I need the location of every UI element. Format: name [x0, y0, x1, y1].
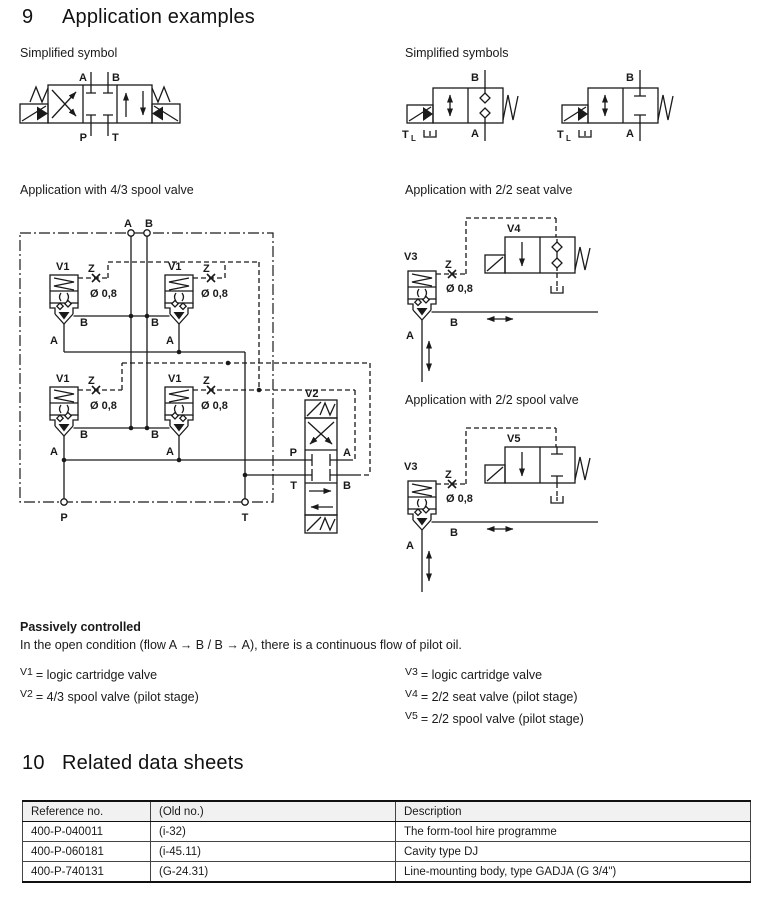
legend-valve-desc: = logic cartridge valve: [420, 668, 543, 682]
section-title: Related data sheets: [62, 752, 244, 774]
port-label-a: A: [471, 128, 479, 140]
simplified-2-2-symbols: [402, 70, 673, 143]
port-label-a: A: [343, 447, 351, 459]
port-label-t-sub: L: [411, 134, 416, 143]
orifice-label: Ø 0,8: [201, 288, 228, 300]
legend-item: [20, 668, 199, 690]
port-label-b: B: [151, 317, 159, 329]
application-2-2-seat-diagram: [404, 218, 598, 382]
valve-label-v3: V3: [404, 251, 418, 263]
port-label-b: B: [626, 72, 634, 84]
legend-left-column: [20, 668, 199, 712]
port-label-a: A: [124, 218, 132, 230]
legend-valve-desc: = 2/2 spool valve (pilot stage): [420, 712, 584, 726]
orifice-label: Ø 0,8: [446, 493, 473, 505]
port-label-t-sub: L: [566, 134, 571, 143]
col-header-reference: Reference no.: [23, 801, 151, 822]
section-heading-application: [22, 6, 255, 29]
port-label-z: Z: [203, 375, 210, 387]
col-header-description: Description: [396, 801, 751, 822]
spring-icon: [658, 95, 673, 120]
port-label-a: A: [79, 72, 87, 84]
label-simplified-symbol: Simplified symbol: [20, 46, 118, 60]
pilot-spool-valve-symbol: [305, 400, 337, 533]
cell-old-no: (i-45.11): [151, 842, 396, 862]
port-label-a: A: [406, 540, 414, 552]
port-label-b: B: [471, 72, 479, 84]
related-data-sheets-table: [22, 800, 751, 883]
cartridge-valve-symbol: [153, 387, 193, 444]
cell-description: Line-mounting body, type GADJA (G 3/4"): [396, 862, 751, 883]
cell-description: The form-tool hire programme: [396, 822, 751, 842]
tank-icon: [579, 130, 591, 137]
spring-icon: [575, 247, 590, 270]
port-label-z: Z: [445, 469, 452, 481]
port-label-a: A: [50, 446, 58, 458]
port-label-b: B: [450, 527, 458, 539]
port-label-t: T: [402, 129, 409, 141]
port-label-z: Z: [203, 263, 210, 275]
application-2-2-spool-diagram: [404, 428, 598, 592]
port-label-b: B: [450, 317, 458, 329]
port-label-b: B: [145, 218, 153, 230]
port-label-t: T: [112, 132, 119, 144]
port-label-b: B: [80, 317, 88, 329]
orifice-label: Ø 0,8: [90, 288, 117, 300]
tank-icon: [424, 130, 436, 137]
spool-valve-symbol: [485, 447, 590, 503]
valve-label-v5: V5: [507, 433, 521, 445]
seat-valve-symbol: [485, 237, 590, 293]
valve-label-v1: V1: [56, 261, 70, 273]
spring-icon: [503, 95, 518, 120]
orifice-label: Ø 0,8: [446, 283, 473, 295]
port-label-a: A: [406, 330, 414, 342]
cell-reference: 400-P-060181: [23, 842, 151, 862]
port-label-b: B: [343, 480, 351, 492]
port-label-t: T: [290, 480, 297, 492]
valve-label-v3: V3: [404, 461, 418, 473]
legend-valve-id: V4: [405, 688, 418, 700]
port-label-p: P: [60, 512, 68, 524]
legend-valve-id: V2: [20, 688, 33, 700]
simplified-4-3-symbol: [20, 72, 180, 144]
orifice-label: Ø 0,8: [90, 400, 117, 412]
port-label-z: Z: [88, 263, 95, 275]
simplified-2-2-spool-symbol: [562, 70, 673, 141]
port-label-z: Z: [88, 375, 95, 387]
tank-icon: [551, 286, 563, 293]
section-heading-related: [22, 752, 244, 775]
cell-reference: 400-P-040011: [23, 822, 151, 842]
port-label-a: A: [50, 335, 58, 347]
valve-label-v1: V1: [168, 261, 182, 273]
table-row: [23, 842, 751, 862]
port-label-z: Z: [445, 259, 452, 271]
legend-item: [20, 690, 199, 712]
passively-controlled-heading: Passively controlled: [20, 620, 141, 634]
legend-right-column: [405, 668, 584, 734]
port-label-a: A: [626, 128, 634, 140]
junction-dots: [62, 314, 262, 478]
port-label-t: T: [557, 129, 564, 141]
application-4-3-diagram: [20, 218, 370, 533]
passively-controlled-body: In the open condition (flow A → B / B → A), there is a continuous flow of pilot oil.: [20, 638, 462, 652]
cell-reference: 400-P-740131: [23, 862, 151, 883]
label-simplified-symbols: Simplified symbols: [405, 46, 509, 60]
legend-item: [405, 668, 584, 690]
col-header-old-no: (Old no.): [151, 801, 396, 822]
port-label-b: B: [151, 429, 159, 441]
port-label-p: P: [79, 132, 87, 144]
solenoid-icon: [20, 104, 48, 123]
table-header-row: [23, 801, 751, 822]
solenoid-icon: [152, 104, 180, 123]
label-app-22-spool: Application with 2/2 spool valve: [405, 393, 579, 407]
spring-icon: [152, 87, 170, 102]
orifice-label: Ø 0,8: [201, 400, 228, 412]
table-row: [23, 862, 751, 883]
port-label-p: P: [289, 447, 297, 459]
spring-icon: [575, 457, 590, 480]
spring-icon: [30, 87, 48, 102]
cell-description: Cavity type DJ: [396, 842, 751, 862]
legend-valve-desc: = logic cartridge valve: [35, 668, 158, 682]
section-number: 10: [22, 752, 45, 774]
label-app-43-spool: Application with 4/3 spool valve: [20, 183, 194, 197]
section-number: 9: [22, 6, 34, 28]
valve-label-v1: V1: [168, 373, 182, 385]
legend-valve-id: V5: [405, 710, 418, 722]
legend-item: [405, 690, 584, 712]
cell-old-no: (i-32): [151, 822, 396, 842]
legend-item: [405, 712, 584, 734]
port-label-b: B: [80, 429, 88, 441]
label-app-22-seat: Application with 2/2 seat valve: [405, 183, 573, 197]
port-label-a: A: [166, 446, 174, 458]
port-label-b: B: [112, 72, 120, 84]
legend-valve-id: V1: [20, 666, 33, 678]
legend-valve-desc: = 2/2 seat valve (pilot stage): [420, 690, 578, 704]
cartridge-valve-symbol: [408, 271, 448, 328]
legend-valve-desc: = 4/3 spool valve (pilot stage): [35, 690, 199, 704]
cell-old-no: (G-24.31): [151, 862, 396, 883]
related-data-sheets-table-wrap: [22, 800, 751, 883]
valve-label-v2: V2: [305, 388, 319, 400]
cartridge-valve-symbol: [153, 275, 193, 332]
port-label-t: T: [241, 512, 249, 524]
port-label-a: A: [166, 335, 174, 347]
cartridge-valve-symbol: [408, 481, 448, 538]
table-row: [23, 822, 751, 842]
legend-valve-id: V3: [405, 666, 418, 678]
valve-label-v4: V4: [507, 223, 521, 235]
simplified-2-2-seat-symbol: [407, 70, 518, 141]
section-title: Application examples: [62, 6, 255, 28]
tank-icon: [551, 496, 563, 503]
valve-label-v1: V1: [56, 373, 70, 385]
